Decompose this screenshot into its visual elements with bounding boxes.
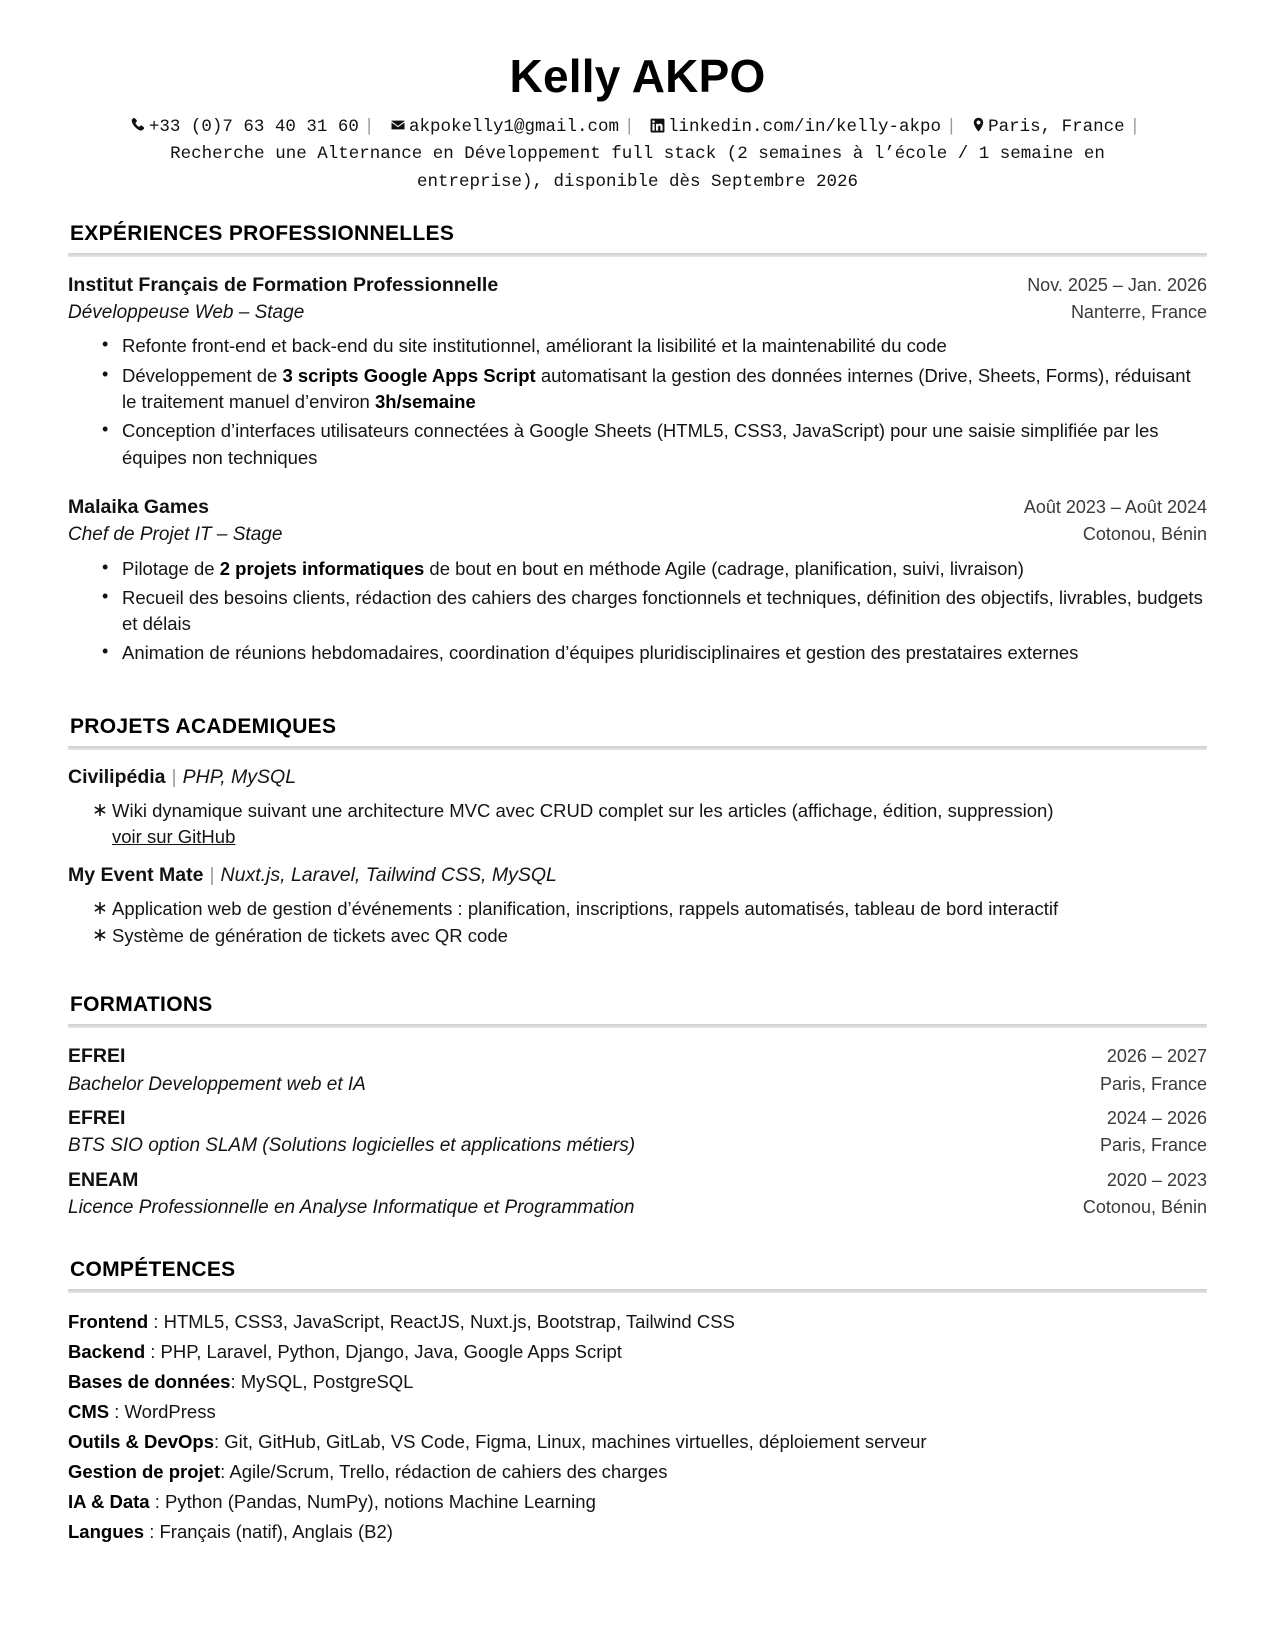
job-title: Développeuse Web – Stage [68, 301, 305, 323]
skill-separator: : [220, 1460, 230, 1482]
skill-values: MySQL, PostgreSQL [240, 1370, 414, 1392]
project-bullets [68, 798, 1207, 851]
skill-values: PHP, Laravel, Python, Django, Java, Google Apps Script [160, 1340, 622, 1362]
project-bullet-text: Wiki dynamique suivant une architecture MVC avec CRUD complet sur les articles (affichage, édition, suppression) [112, 799, 1054, 821]
education-entry-subheader [68, 1071, 1207, 1099]
list-item: ∗ Application web de gestion d’événements : planification, inscriptions, rappels automatisés, tableau de bord interactif [92, 896, 1207, 922]
degree-name: Bachelor Developpement web et IA [68, 1073, 366, 1095]
section-divider [68, 253, 1207, 257]
skill-values: Git, GitHub, GitLab, VS Code, Figma, Linux, machines virtuelles, déploiement serveur [224, 1430, 927, 1452]
project-name: My Event Mate [68, 863, 204, 886]
skill-category: Gestion de projet [68, 1460, 221, 1482]
experience-bullets [68, 556, 1207, 667]
project-header [68, 862, 1207, 889]
project-entry [68, 862, 1207, 950]
project-header [68, 764, 1207, 791]
contact-info [68, 114, 1207, 195]
project-pipe: | [171, 765, 177, 788]
education-years: 2020 – 2023 [1106, 1169, 1207, 1190]
skill-line [68, 1487, 1207, 1517]
project-tech-stack: Nuxt.js, Laravel, Tailwind CSS, MySQL [220, 863, 557, 886]
job-location: Cotonou, Bénin [1082, 524, 1207, 545]
skill-separator: : [149, 1490, 165, 1512]
skill-values: Français (natif), Anglais (B2) [159, 1520, 393, 1542]
school-name: EFREI [68, 1045, 126, 1068]
contact-separator: | [623, 117, 635, 138]
skill-category: CMS [68, 1400, 110, 1422]
section-projects [68, 715, 1207, 950]
list-item: • Développement de 3 scripts Google Apps Script automatisant la gestion des données internes (Drive, Sheets, Forms), réduisant le traitement manuel d’environ 3h/semaine [102, 363, 1207, 416]
section-divider [68, 1289, 1207, 1293]
section-skills [68, 1258, 1207, 1547]
section-experience [68, 222, 1207, 667]
contact-location-text: Paris, France [988, 117, 1125, 138]
employment-dates: Nov. 2025 – Jan. 2026 [1027, 274, 1207, 295]
school-name: ENEAM [68, 1168, 139, 1191]
section-title-projects: PROJETS ACADEMIQUES [70, 714, 337, 738]
section-title-experience: EXPÉRIENCES PROFESSIONNELLES [70, 221, 455, 245]
experience-entry-header [68, 271, 1207, 299]
skill-line [68, 1367, 1207, 1397]
education-entry [68, 1104, 1207, 1160]
project-pipe: | [209, 863, 215, 886]
list-item: • Conception d’interfaces utilisateurs connectées à Google Sheets (HTML5, CSS3, JavaScript) pour une saisie simplifiée par les équipes non techniques [102, 418, 1207, 471]
experience-bullets [68, 333, 1207, 470]
skill-separator: : [109, 1400, 125, 1422]
experience-entry-subheader [68, 521, 1207, 549]
page-title: Kelly AKPO [509, 50, 766, 102]
skill-separator: : [148, 1310, 164, 1332]
list-item: • Recueil des besoins clients, rédaction des cahiers des charges fonctionnels et techniques, définition des objectifs, livrables, budgets et délais [102, 585, 1207, 638]
experience-entry [68, 271, 1207, 471]
education-entry-subheader [68, 1194, 1207, 1222]
job-title: Chef de Projet IT – Stage [68, 524, 283, 546]
project-bullets [68, 896, 1207, 950]
school-name: EFREI [68, 1107, 126, 1130]
skill-line [68, 1517, 1207, 1547]
education-list [68, 1042, 1207, 1221]
job-location: Nanterre, France [1070, 301, 1207, 322]
skill-separator: : [145, 1340, 161, 1362]
education-entry [68, 1042, 1207, 1098]
skill-category: Langues [68, 1520, 145, 1542]
education-entry-subheader [68, 1132, 1207, 1160]
degree-name: BTS SIO option SLAM (Solutions logicielles et applications métiers) [68, 1135, 636, 1157]
contact-email-text: akpokelly1@gmail.com [408, 117, 619, 138]
list-item: • Pilotage de 2 projets informatiques de bout en bout en méthode Agile (cadrage, planification, suivi, livraison) [102, 556, 1207, 582]
experience-list [68, 271, 1207, 667]
project-entry [68, 764, 1207, 851]
contact-email[interactable] [379, 117, 619, 137]
employer-name: Institut Français de Formation Professionnelle [68, 273, 499, 296]
projects-list [68, 764, 1207, 950]
school-location: Paris, France [1099, 1073, 1207, 1094]
project-name: Civilipédia [68, 765, 166, 788]
list-item: ∗ Système de génération de tickets avec QR code [92, 923, 1207, 949]
skill-category: Frontend [68, 1310, 149, 1332]
envelope-icon [390, 117, 406, 133]
education-entry-header [68, 1166, 1207, 1194]
skill-separator: : [144, 1520, 160, 1542]
skill-category: Outils & DevOps [68, 1430, 214, 1452]
skill-line [68, 1397, 1207, 1427]
skill-category: Bases de données [68, 1370, 231, 1392]
education-years: 2026 – 2027 [1106, 1046, 1207, 1067]
contact-linkedin[interactable] [640, 117, 942, 137]
skill-values: Agile/Scrum, Trello, rédaction de cahiers des charges [229, 1460, 668, 1482]
contact-location [962, 117, 1125, 137]
skill-line [68, 1307, 1207, 1337]
section-title-skills: COMPÉTENCES [70, 1257, 236, 1281]
employer-name: Malaika Games [68, 495, 209, 518]
project-tech-stack: PHP, MySQL [182, 765, 297, 788]
list-item: • Animation de réunions hebdomadaires, coordination d’équipes pluridisciplinaires et gestion des prestataires externes [102, 640, 1207, 666]
phone-icon [130, 117, 146, 133]
list-item [92, 798, 1207, 851]
skill-separator: : [230, 1370, 241, 1392]
resume-header [68, 52, 1207, 196]
education-years: 2024 – 2026 [1106, 1108, 1207, 1129]
github-link[interactable]: voir sur GitHub [112, 826, 236, 848]
linkedin-icon [650, 118, 665, 133]
contact-separator: | [363, 117, 375, 138]
contact-separator: | [1129, 117, 1141, 138]
skill-line [68, 1427, 1207, 1457]
skill-category: Backend [68, 1340, 146, 1362]
contact-phone-text: +33 (0)7 63 40 31 60 [148, 117, 359, 138]
skills-list [68, 1307, 1207, 1547]
skill-values: HTML5, CSS3, JavaScript, ReactJS, Nuxt.js, Bootstrap, Tailwind CSS [163, 1310, 735, 1332]
school-location: Cotonou, Bénin [1082, 1197, 1207, 1218]
education-entry [68, 1166, 1207, 1222]
contact-phone[interactable] [130, 117, 359, 137]
section-education [68, 993, 1207, 1221]
skill-separator: : [213, 1430, 225, 1452]
location-pin-icon [972, 117, 985, 133]
education-entry-header [68, 1042, 1207, 1070]
employment-dates: Août 2023 – Août 2024 [1023, 496, 1207, 517]
skill-values: Python (Pandas, NumPy), notions Machine Learning [164, 1490, 596, 1512]
education-entry-header [68, 1104, 1207, 1132]
skill-category: IA & Data [68, 1490, 150, 1512]
experience-entry [68, 493, 1207, 667]
availability-tagline: Recherche une Alternance en Développement full stack (2 semaines à l’école / 1 semaine en entreprise), disponible dès Septembre 2026 [170, 144, 1105, 192]
skill-line [68, 1457, 1207, 1487]
school-location: Paris, France [1099, 1135, 1207, 1156]
contact-separator: | [946, 117, 957, 138]
experience-entry-header [68, 493, 1207, 521]
contact-linkedin-text: linkedin.com/in/kelly-akpo [668, 117, 942, 138]
section-divider [68, 1024, 1207, 1028]
contact-line [68, 114, 1207, 141]
experience-entry-subheader [68, 299, 1207, 327]
section-divider [68, 746, 1207, 750]
degree-name: Licence Professionnelle en Analyse Informatique et Programmation [68, 1197, 635, 1219]
section-title-education: FORMATIONS [70, 993, 213, 1017]
skill-line [68, 1337, 1207, 1367]
skill-values: WordPress [124, 1400, 216, 1422]
list-item: • Refonte front-end et back-end du site institutionnel, améliorant la lisibilité et la maintenabilité du code [102, 333, 1207, 359]
